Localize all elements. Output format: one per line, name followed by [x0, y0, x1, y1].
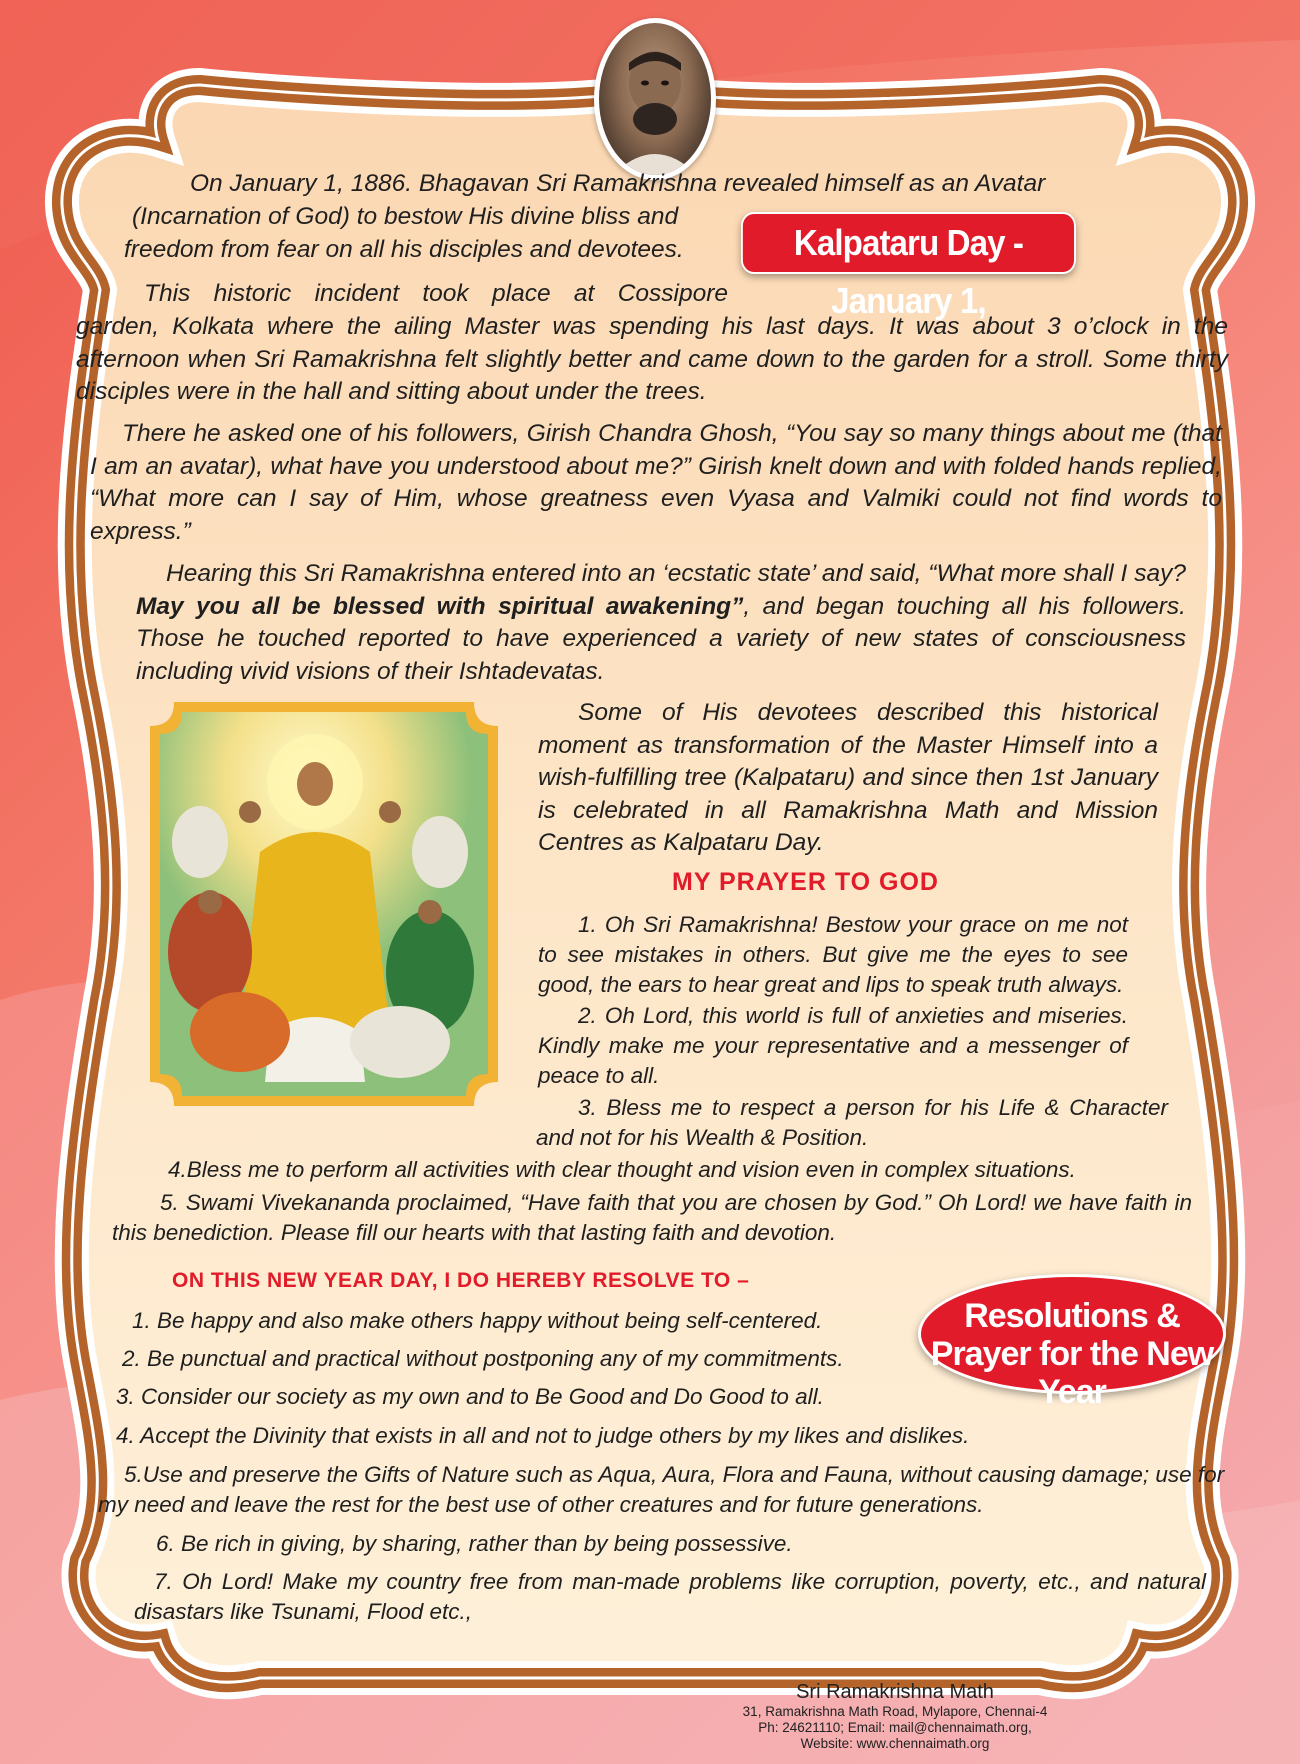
kalpataru-painting	[150, 702, 498, 1106]
ecstatic-text-b: , and began touching all his followers. Those he touched reported to have experienced a variety of new states of consciousness including vivid visions of their Ishtadevatas.	[136, 592, 1186, 685]
prayer-heading: MY PRAYER TO GOD	[672, 868, 939, 896]
ecstatic-text-a: Hearing this Sri Ramakrishna entered into an ‘ecstatic state’ and said, “What more shall I say?	[166, 560, 1186, 587]
prayer-item-4: 4.Bless me to perform all activities with clear thought and vision even in complex situations.	[168, 1157, 1076, 1182]
footer-website: Website: www.chennaimath.org	[800, 1736, 990, 1751]
resolve-item-5: 5.Use and preserve the Gifts of Nature such as Aqua, Aura, Flora and Fauna, without causing damage; use for my need and leave the rest for the best use of other creatures and for future generations.	[98, 1462, 1225, 1517]
resolutions-badge	[918, 1274, 1226, 1411]
intro-line-1: On January 1, 1886. Bhagavan Sri Ramakrishna revealed himself as an Avatar	[190, 170, 1046, 197]
intro-line-3: freedom from fear on all his disciples and devotees.	[124, 236, 684, 263]
resolve-heading: ON THIS NEW YEAR DAY, I DO HEREBY RESOLVE TO –	[172, 1269, 750, 1292]
footer-org-name: Sri Ramakrishna Math	[796, 1681, 994, 1703]
prayer-item-5: 5. Swami Vivekananda proclaimed, “Have faith that you are chosen by God.” Oh Lord! we have faith in this benediction. Please fill our hearts with that lasting faith and devotion.	[112, 1190, 1192, 1245]
prayer-item-2: 2. Oh Lord, this world is full of anxieties and miseries. Kindly make me your representative and a messenger of peace to all.	[538, 1003, 1128, 1088]
cossipore-line-1: This historic incident took place at Cossipore	[144, 280, 728, 307]
portrait-medallion	[594, 18, 716, 180]
girish-paragraph: There he asked one of his followers, Girish Chandra Ghosh, “You say so many things about me (that I am an avatar), what have you understood about me?” Girish knelt down and with folded hands replied, “What more can I say of Him, whose greatness even Vyasa and Valmiki could not find words to express.”	[90, 420, 1222, 545]
kalpataru-day-badge: Kalpataru Day - January 1,	[741, 212, 1076, 274]
footer-address: 31, Ramakrishna Math Road, Mylapore, Chennai-4	[742, 1704, 1048, 1719]
footer-phone-email: Ph: 24621110; Email: mail@chennaimath.org,	[758, 1720, 1032, 1735]
kalpataru-paragraph: Some of His devotees described this historical moment as transformation of the Master Himself into a wish-fulfilling tree (Kalpataru) and since then 1st January is celebrated in all Ramakrishna Math and Mission Centres as Kalpataru Day.	[538, 699, 1158, 856]
blessing-quote: May you all be blessed with spiritual awakening”	[136, 592, 744, 620]
resolve-item-1: 1. Be happy and also make others happy without being self-centered.	[132, 1308, 823, 1333]
resolve-item-7: 7. Oh Lord! Make my country free from man-made problems like corruption, poverty, etc., and natural disastars like Tsunami, Flood etc.,	[134, 1569, 1206, 1624]
resolve-item-4: 4. Accept the Divinity that exists in all and not to judge others by my likes and dislikes.	[116, 1423, 970, 1448]
ecstatic-paragraph	[136, 558, 1186, 688]
resolve-item-6: 6. Be rich in giving, by sharing, rather than by being possessive.	[156, 1531, 793, 1556]
resolutions-badge-line-1: Resolutions &	[964, 1297, 1180, 1335]
prayer-item-3: 3. Bless me to respect a person for his Life & Character and not for his Wealth & Position.	[536, 1095, 1168, 1150]
intro-line-2: (Incarnation of God) to bestow His divine bliss and	[132, 203, 679, 230]
cossipore-paragraph: garden, Kolkata where the ailing Master was spending his last days. It was about 3 o’clock in the afternoon when Sri Ramakrishna felt slightly better and came down to the garden for a stroll. Some thirty disciples were in the hall and sitting about under the trees.	[76, 313, 1228, 405]
footer-contact	[700, 1680, 1090, 1752]
resolve-item-2: 2. Be punctual and practical without postponing any of my commitments.	[122, 1346, 844, 1371]
prayer-item-1: 1. Oh Sri Ramakrishna! Bestow your grace on me not to see mistakes in others. But give me the eyes to see good, the ears to hear great and lips to speak truth always.	[538, 912, 1128, 997]
resolutions-badge-line-2: Prayer for the New Year	[930, 1335, 1214, 1411]
portrait-illustration	[599, 23, 711, 175]
resolve-item-3: 3. Consider our society as my own and to Be Good and Do Good to all.	[116, 1384, 824, 1409]
painting-illustration	[150, 702, 498, 1106]
